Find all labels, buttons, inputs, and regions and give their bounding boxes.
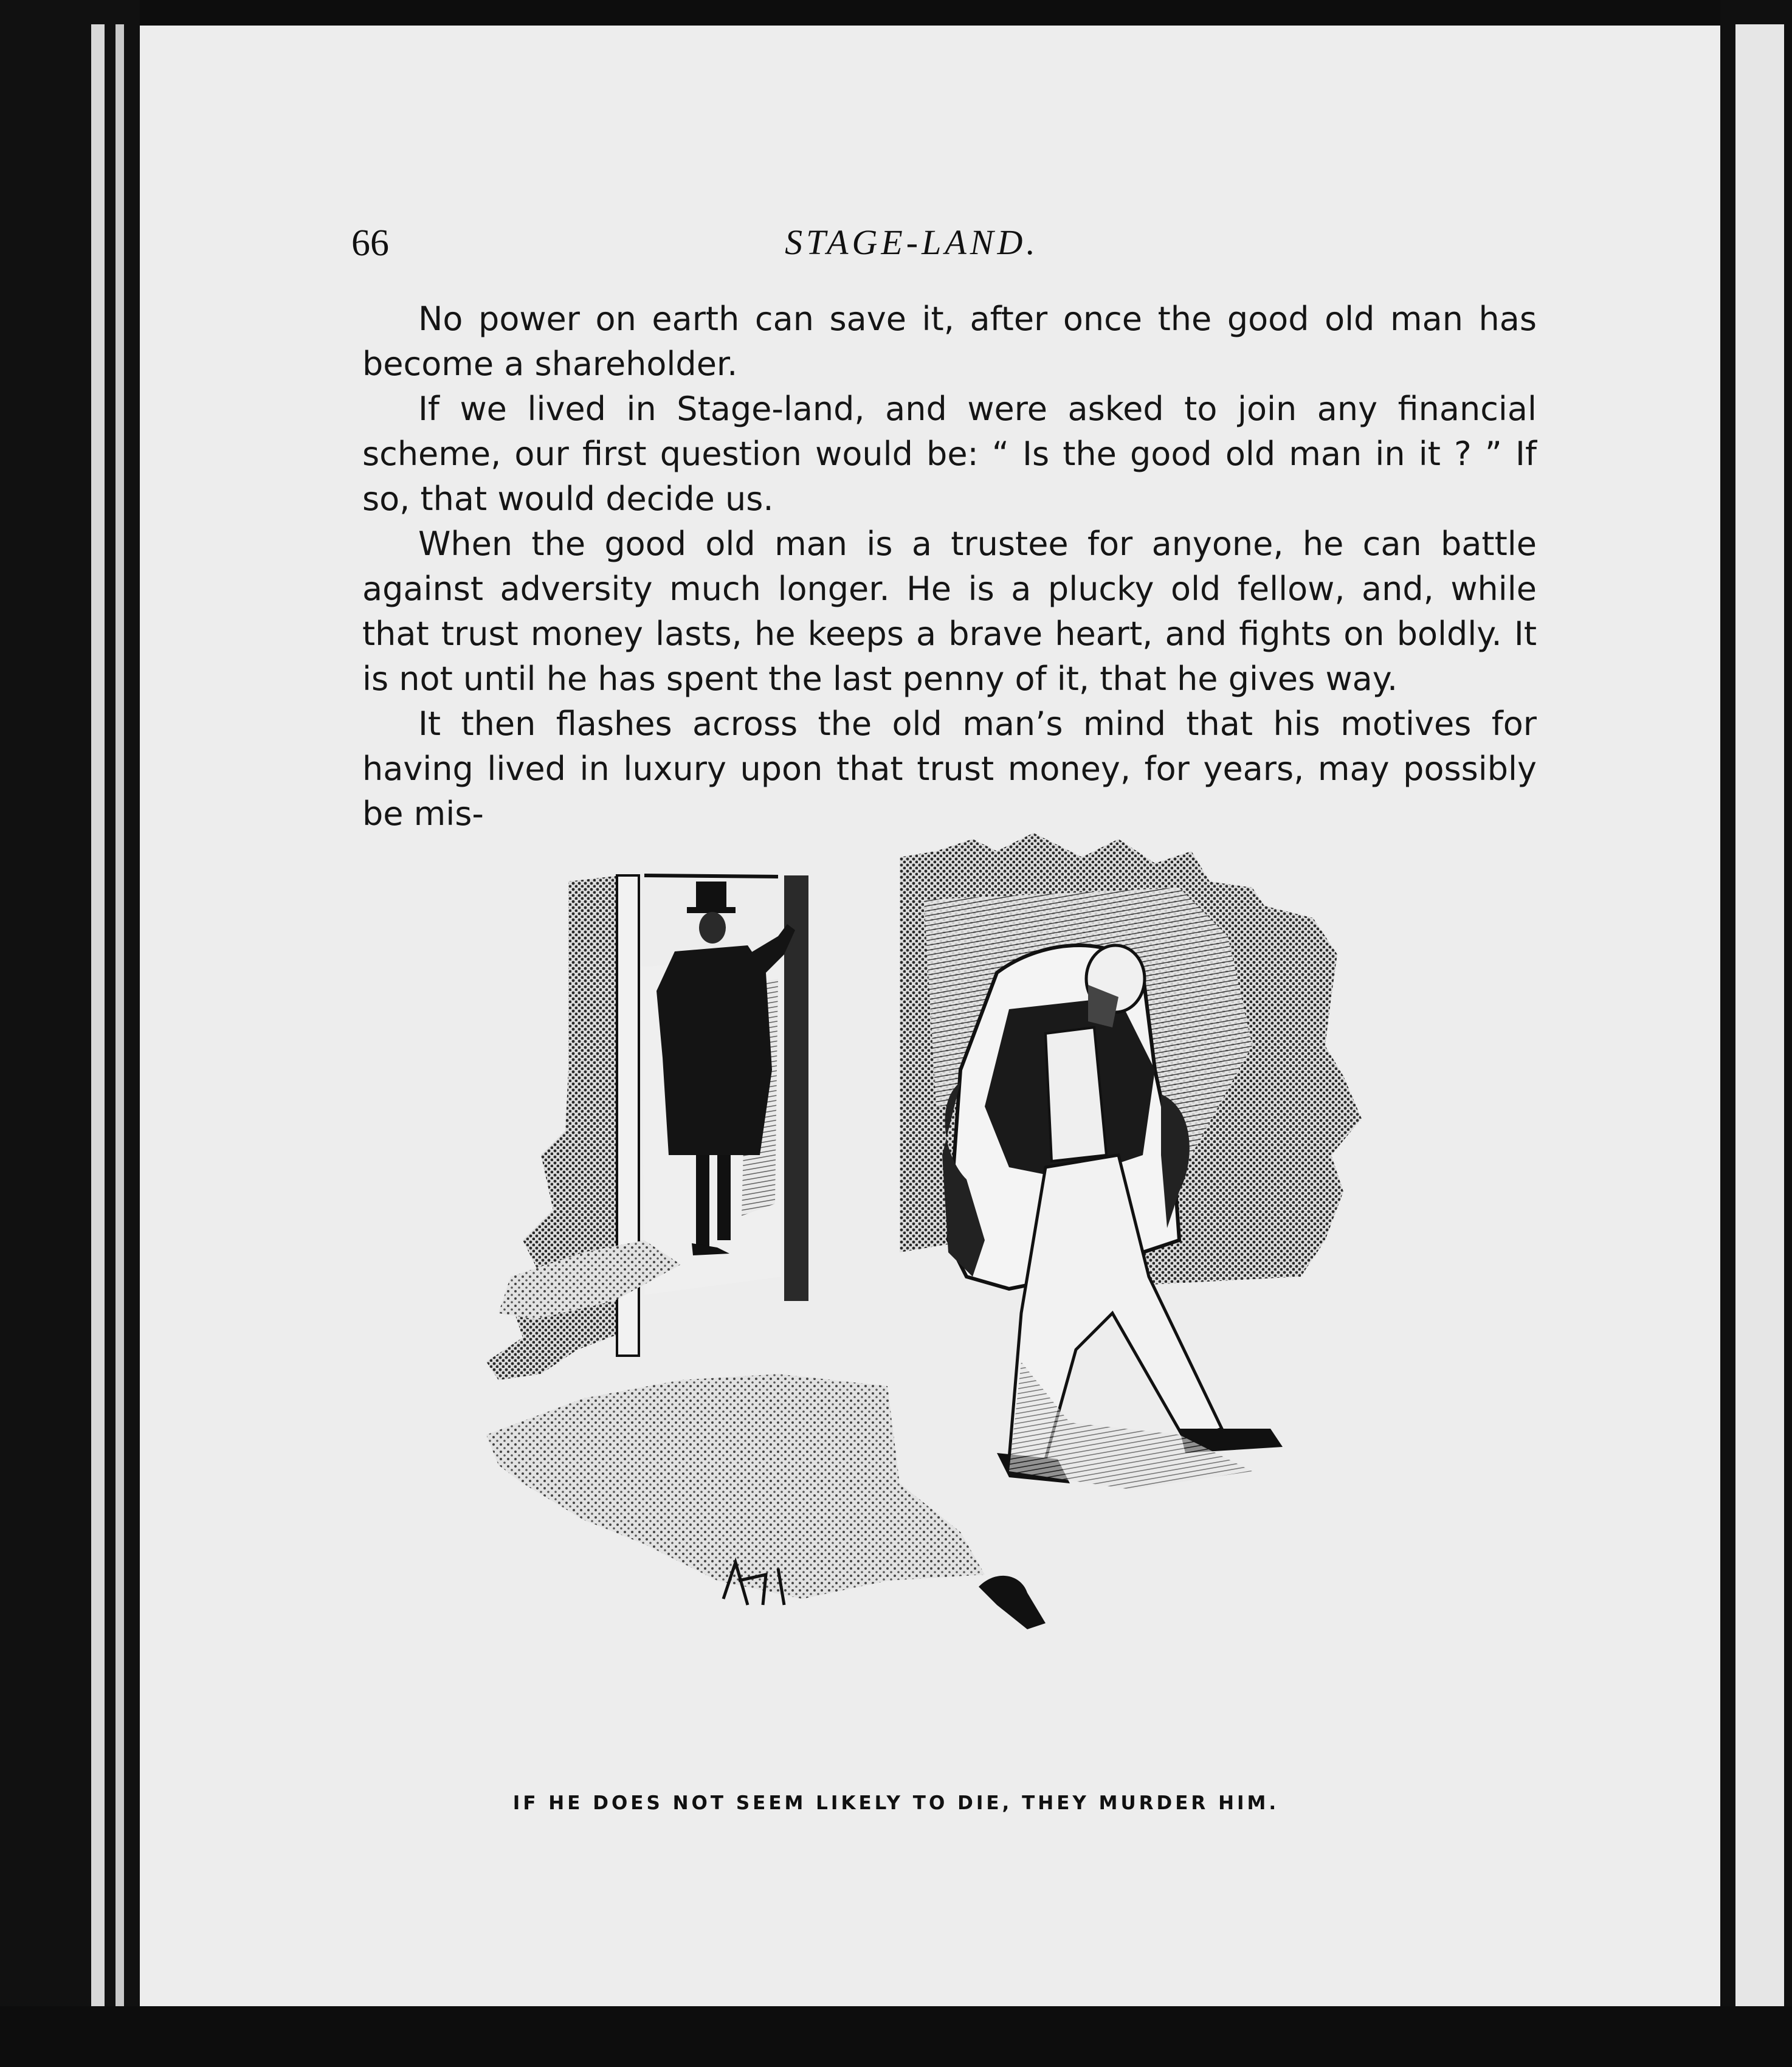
page-edge-strip <box>91 24 105 2031</box>
scan-bottom-border <box>0 2006 1792 2067</box>
illustration-drawing <box>462 815 1495 1787</box>
printer-ornament <box>979 1576 1046 1629</box>
scan-top-border <box>0 0 1792 26</box>
page-header <box>0 222 1792 277</box>
illustration-caption: IF HE DOES NOT SEEM LIKELY TO DIE, THEY MURDER HIM. <box>512 1792 1280 1814</box>
body-text <box>362 297 1537 837</box>
paragraph: When the good old man is a trustee for anyone, he can battle against adversity much longer. He is a plucky old fellow, and, while that trust money lasts, he keeps a brave heart, and fights on boldly. It is not until he has spent the last penny of it, that he gives way. <box>362 525 1537 698</box>
engraving-illustration <box>462 815 1495 1787</box>
page-number: 66 <box>351 223 389 264</box>
page-edge-strip <box>115 24 124 2031</box>
running-title: STAGE-LAND. <box>785 223 1039 262</box>
facing-page-edge <box>1735 24 1784 2031</box>
paragraph: It then flashes across the old man’s mind that his motives for having lived in luxury upon that trust money, for years, may possibly be mis- <box>362 705 1537 833</box>
paragraph: No power on earth can save it, after once the good old man has become a shareholder. <box>362 300 1537 383</box>
paragraph: If we lived in Stage-land, and were asked to join any financial scheme, our first question would be: “ Is the good old man in it ? ” If so, that would decide us. <box>362 390 1537 518</box>
